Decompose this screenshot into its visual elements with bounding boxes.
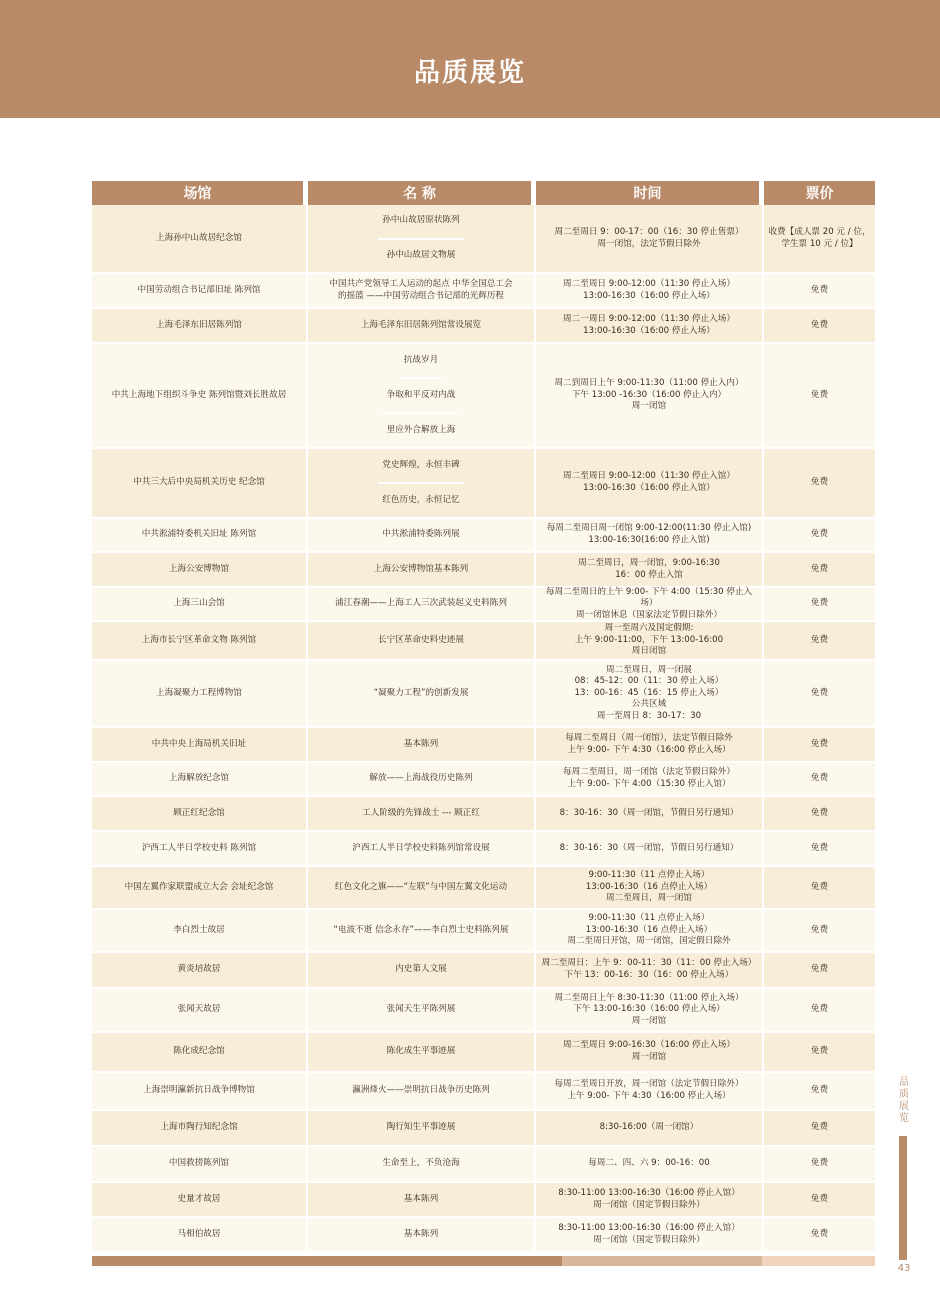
exhibit-cell bbox=[308, 953, 536, 987]
venue-cell: 上海三山会馆 bbox=[92, 588, 308, 620]
price-cell: 免费 bbox=[810, 738, 829, 749]
time-cell: 9:00-11:30（11 点停止入场） 13:00-16:30（16 点停止入场） 周二至周日开馆，周一闭馆，国定假日除外 bbox=[536, 910, 764, 951]
time-cell: 周二一周日 9:00-12:00（11:30 停止入场） 13:00-16:30（16:00 停止入场） bbox=[536, 309, 764, 342]
exhibit-name: 红色历史，永恒记忆 bbox=[382, 494, 460, 505]
venue-cell: 中国救捞陈列馆 bbox=[92, 1147, 308, 1181]
exhibit-cell bbox=[308, 1033, 536, 1071]
exhibit-name: 长宁区革命史料史迹展 bbox=[378, 634, 464, 645]
venue-cell: 上海崇明瀛新抗日战争博物馆 bbox=[92, 1073, 308, 1109]
venue-cell: 沪西工人半日学校史料 陈列馆 bbox=[92, 832, 308, 865]
exhibit-cell bbox=[308, 205, 536, 272]
venue-cell: 张闻天故居 bbox=[92, 989, 308, 1031]
venue-cell: 陈化成纪念馆 bbox=[92, 1033, 308, 1071]
time-cell: 周二至周日，周一闭馆，9:00-16:30 16：00 停止入馆 bbox=[536, 553, 764, 586]
exhibit-cell bbox=[308, 867, 536, 908]
bottom-bar-segment bbox=[92, 1256, 562, 1266]
exhibit-cell bbox=[308, 274, 536, 307]
table-row bbox=[92, 1033, 875, 1073]
venue-cell: 史量才故居 bbox=[92, 1183, 308, 1216]
table-row bbox=[92, 728, 875, 763]
exhibit-cell bbox=[308, 449, 536, 517]
price-cell: 免费 bbox=[810, 881, 829, 892]
table-row bbox=[92, 553, 875, 588]
venue-cell: 上海市长宁区革命文物 陈列馆 bbox=[92, 622, 308, 659]
table-row bbox=[92, 910, 875, 953]
time-cell: 每周二、四、六 9：00-16：00 bbox=[536, 1147, 764, 1181]
venue-cell: 李白烈士故居 bbox=[92, 910, 308, 951]
venue-cell: 中国左翼作家联盟成立大会 会址纪念馆 bbox=[92, 867, 308, 908]
exhibit-name: 解放——上海战役历史陈列 bbox=[369, 773, 473, 784]
venue-cell: 上海孙中山故居纪念馆 bbox=[92, 205, 308, 272]
exhibit-name: 陶行知生平事迹展 bbox=[386, 1122, 456, 1133]
table-row bbox=[92, 309, 875, 344]
table-row bbox=[92, 867, 875, 910]
price-cell: 免费 bbox=[810, 563, 829, 574]
table-row bbox=[92, 1147, 875, 1183]
exhibit-cell bbox=[308, 519, 536, 551]
venue-cell: 马相伯故居 bbox=[92, 1218, 308, 1251]
bottom-bar-segment bbox=[762, 1256, 875, 1266]
venue-cell: 上海毛泽东旧居陈列馆 bbox=[92, 309, 308, 342]
page-title: 品质展览 bbox=[413, 58, 526, 88]
exhibit-name: 抗战岁月 bbox=[400, 344, 442, 379]
exhibit-cell bbox=[308, 588, 536, 620]
header-banner bbox=[0, 0, 940, 118]
time-cell: 周二至周日 9:00-12:00（11:30 停止入场） 13:00-16:30（16:00 停止入场） bbox=[536, 274, 764, 307]
venue-cell: 中共上海地下组织斗争史 陈列馆暨刘长胜故居 bbox=[92, 344, 308, 447]
exhibit-name: 中国共产党领导工人运动的起点 中华全国总工会 的摇篮 ——中国劳动组合书记部的光辉历程 bbox=[329, 278, 513, 301]
exhibit-cell bbox=[308, 989, 536, 1031]
exhibit-cell bbox=[308, 661, 536, 726]
table-row bbox=[92, 661, 875, 728]
exhibit-name: 中共淞浦特委陈列展 bbox=[382, 529, 460, 540]
page-number: 43 bbox=[897, 1263, 911, 1274]
exhibit-cell bbox=[308, 344, 536, 447]
exhibit-name: 浦江春潮——上海工人三次武装起义史料陈列 bbox=[335, 598, 507, 609]
price-cell: 免费 bbox=[810, 634, 829, 645]
exhibit-name: 基本陈列 bbox=[403, 1193, 439, 1204]
time-cell: 周二到周日上午 9:00-11:30（11:00 停止入内） 下午 13:00 -16:30（16:00 停止入内） 周一闭馆 bbox=[536, 344, 764, 447]
table-row bbox=[92, 519, 875, 553]
price-cell: 免费 bbox=[810, 1228, 829, 1239]
exhibit-name: 沪西工人半日学校史料陈列馆常设展 bbox=[352, 842, 490, 853]
price-cell: 免费 bbox=[810, 1004, 829, 1015]
price-cell: 免费 bbox=[810, 1158, 829, 1169]
exhibit-name: 党史辉煌，永恒丰碑 bbox=[378, 449, 463, 484]
price-cell: 免费 bbox=[810, 284, 829, 295]
time-cell: 周二至周日，周一闭展 08：45-12：00（11：30 停止入场） 13：00-16：45（16：15 停止入场） 公共区域 周一至周日 8：30-17：30 bbox=[536, 661, 764, 726]
time-cell: 周二至周日 9:00-16:30（16:00 停止入场） 周一闭馆 bbox=[536, 1033, 764, 1071]
exhibit-name: 瀛洲烽火——崇明抗日战争历史陈列 bbox=[352, 1085, 490, 1096]
price-cell: 收费【成人票 20 元 / 位， 学生票 10 元 / 位】 bbox=[768, 226, 871, 249]
exhibit-cell bbox=[308, 622, 536, 659]
side-accent-bar bbox=[899, 1136, 907, 1260]
time-cell: 每周二至周日的上午 9:00- 下午 4:00（15:30 停止入场） 周一闭馆休息（国家法定节假日除外） bbox=[536, 588, 764, 620]
table-row bbox=[92, 953, 875, 989]
price-cell: 免费 bbox=[810, 964, 829, 975]
exhibit-name: “凝聚力工程”的创新发展 bbox=[373, 687, 469, 698]
exhibit-name: 基本陈列 bbox=[403, 738, 439, 749]
exhibit-cell bbox=[308, 728, 536, 761]
bottom-bar-segment bbox=[562, 1256, 762, 1266]
time-cell: 8:30-16:00（周一闭馆） bbox=[536, 1111, 764, 1145]
price-cell: 免费 bbox=[810, 389, 829, 400]
price-cell: 免费 bbox=[810, 1046, 829, 1057]
price-cell: 免费 bbox=[810, 319, 829, 330]
time-cell: 每周二至周日（周一闭馆），法定节假日除外 上午 9:00- 下午 4:30（16:00 停止入场） bbox=[536, 728, 764, 761]
table-row bbox=[92, 622, 875, 661]
exhibit-name: 陈化成生平事迹展 bbox=[386, 1046, 456, 1057]
column-header-time: 时间 bbox=[536, 181, 764, 205]
venue-cell: 黄炎培故居 bbox=[92, 953, 308, 987]
side-section-label: 品质展览 bbox=[899, 1077, 909, 1124]
table-body bbox=[92, 205, 875, 1253]
exhibit-cell bbox=[308, 910, 536, 951]
time-cell: 每周二至周日，周一闭馆（法定节假日除外） 上午 9:00- 下午 4:00（15:30 停止入馆） bbox=[536, 763, 764, 795]
exhibit-name: 上海公安博物馆基本陈列 bbox=[373, 563, 469, 574]
venue-cell: 上海解放纪念馆 bbox=[92, 763, 308, 795]
price-cell: 免费 bbox=[810, 529, 829, 540]
venue-cell: 中共中央上海局机关旧址 bbox=[92, 728, 308, 761]
time-cell: 8:30-11:00 13:00-16:30（16:00 停止入馆） 周一闭馆（国定节假日除外） bbox=[536, 1183, 764, 1216]
exhibit-name: 张闻天生平陈列展 bbox=[386, 1004, 456, 1015]
exhibit-name: 上海毛泽东旧居陈列馆常设展览 bbox=[360, 319, 482, 330]
price-cell: 免费 bbox=[810, 1193, 829, 1204]
time-cell: 9:00-11:30（11 点停止入场） 13:00-16:30（16 点停止入场） 周二至周日，周一闭馆 bbox=[536, 867, 764, 908]
exhibit-name: 基本陈列 bbox=[403, 1228, 439, 1239]
exhibit-cell bbox=[308, 797, 536, 830]
column-header-venue: 场馆 bbox=[92, 181, 308, 205]
exhibit-name: 孙中山故居文物展 bbox=[386, 249, 456, 260]
table-row bbox=[92, 832, 875, 867]
exhibit-name: 生命至上，不负沧海 bbox=[382, 1158, 460, 1169]
exhibition-table bbox=[92, 181, 875, 1253]
price-cell: 免费 bbox=[810, 842, 829, 853]
time-cell: 8：30-16：30（周一闭馆，节假日另行通知） bbox=[536, 797, 764, 830]
time-cell: 周一至周六及国定假期: 上午 9:00-11:00，下午 13:00-16:00 周日闭馆 bbox=[536, 622, 764, 659]
exhibit-cell bbox=[308, 1218, 536, 1251]
exhibit-name: “电波不逝 信念永存”——李白烈士史料陈列展 bbox=[333, 924, 509, 935]
time-cell: 周二至周日 9:00-12:00（11:30 停止入馆） 13:00-16:30（16:00 停止入馆） bbox=[536, 449, 764, 517]
exhibit-name: 争取和平反对内战 bbox=[383, 379, 460, 414]
exhibit-cell bbox=[308, 553, 536, 586]
exhibit-cell bbox=[308, 309, 536, 342]
table-header bbox=[92, 181, 875, 205]
venue-cell: 上海凝聚力工程博物馆 bbox=[92, 661, 308, 726]
exhibit-name: 孙中山故居原状陈列 bbox=[378, 205, 463, 240]
time-cell: 8：30-16：30（周一闭馆，节假日另行通知） bbox=[536, 832, 764, 865]
table-row bbox=[92, 274, 875, 309]
table-row bbox=[92, 797, 875, 832]
price-cell: 免费 bbox=[810, 687, 829, 698]
table-row bbox=[92, 1111, 875, 1147]
exhibit-cell bbox=[308, 832, 536, 865]
table-row bbox=[92, 1183, 875, 1218]
table-row bbox=[92, 344, 875, 449]
exhibit-name: 里应外合解放上海 bbox=[386, 424, 456, 435]
venue-cell: 中共三大后中央局机关历史 纪念馆 bbox=[92, 449, 308, 517]
price-cell: 免费 bbox=[810, 598, 829, 609]
table-row bbox=[92, 1218, 875, 1253]
price-cell: 免费 bbox=[810, 807, 829, 818]
price-cell: 免费 bbox=[810, 924, 829, 935]
table-row bbox=[92, 1073, 875, 1111]
venue-cell: 上海公安博物馆 bbox=[92, 553, 308, 586]
venue-cell: 中国劳动组合书记部旧址 陈列馆 bbox=[92, 274, 308, 307]
column-header-name: 名 称 bbox=[308, 181, 536, 205]
table-row bbox=[92, 763, 875, 797]
table-row bbox=[92, 449, 875, 519]
exhibit-cell bbox=[308, 1073, 536, 1109]
venue-cell: 上海市陶行知纪念馆 bbox=[92, 1111, 308, 1145]
time-cell: 每周二至周日开放，周一闭馆（法定节假日除外） 上午 9:00- 下午 4:30（16:00 停止入场） bbox=[536, 1073, 764, 1109]
price-cell: 免费 bbox=[810, 1122, 829, 1133]
time-cell: 周二至周日：上午 9：00-11：30（11：00 停止入场） 下午 13：00-16：30（16：00 停止入场） bbox=[536, 953, 764, 987]
exhibit-cell bbox=[308, 1111, 536, 1145]
price-cell: 免费 bbox=[810, 477, 829, 488]
price-cell: 免费 bbox=[810, 773, 829, 784]
venue-cell: 顾正红纪念馆 bbox=[92, 797, 308, 830]
table-row bbox=[92, 205, 875, 274]
time-cell: 8:30-11:00 13:00-16:30（16:00 停止入馆） 周一闭馆（国定节假日除外） bbox=[536, 1218, 764, 1251]
exhibit-cell bbox=[308, 1183, 536, 1216]
exhibit-name: 红色文化之旗——“左联”与中国左翼文化运动 bbox=[334, 881, 508, 892]
exhibit-cell bbox=[308, 763, 536, 795]
table-row bbox=[92, 989, 875, 1033]
exhibit-cell bbox=[308, 1147, 536, 1181]
table-row bbox=[92, 588, 875, 622]
time-cell: 周二至周日 9：00-17：00（16：30 停止售票） 周一闭馆，法定节假日除外 bbox=[536, 205, 764, 272]
price-cell: 免费 bbox=[810, 1085, 829, 1096]
time-cell: 每周二至周日周一闭馆 9:00-12:00(11:30 停止入馆) 13:00-16:30(16:00 停止入馆) bbox=[536, 519, 764, 551]
exhibit-name: 内史第人文展 bbox=[395, 964, 447, 975]
exhibit-name: 工人阶级的先锋战士 --- 顾正红 bbox=[362, 807, 480, 818]
time-cell: 周二至周日上午 8:30-11:30（11:00 停止入场） 下午 13:00-16:30（16:00 停止入场） 周一闭馆 bbox=[536, 989, 764, 1031]
column-header-price: 票价 bbox=[805, 186, 834, 202]
venue-cell: 中共淞浦特委机关旧址 陈列馆 bbox=[92, 519, 308, 551]
